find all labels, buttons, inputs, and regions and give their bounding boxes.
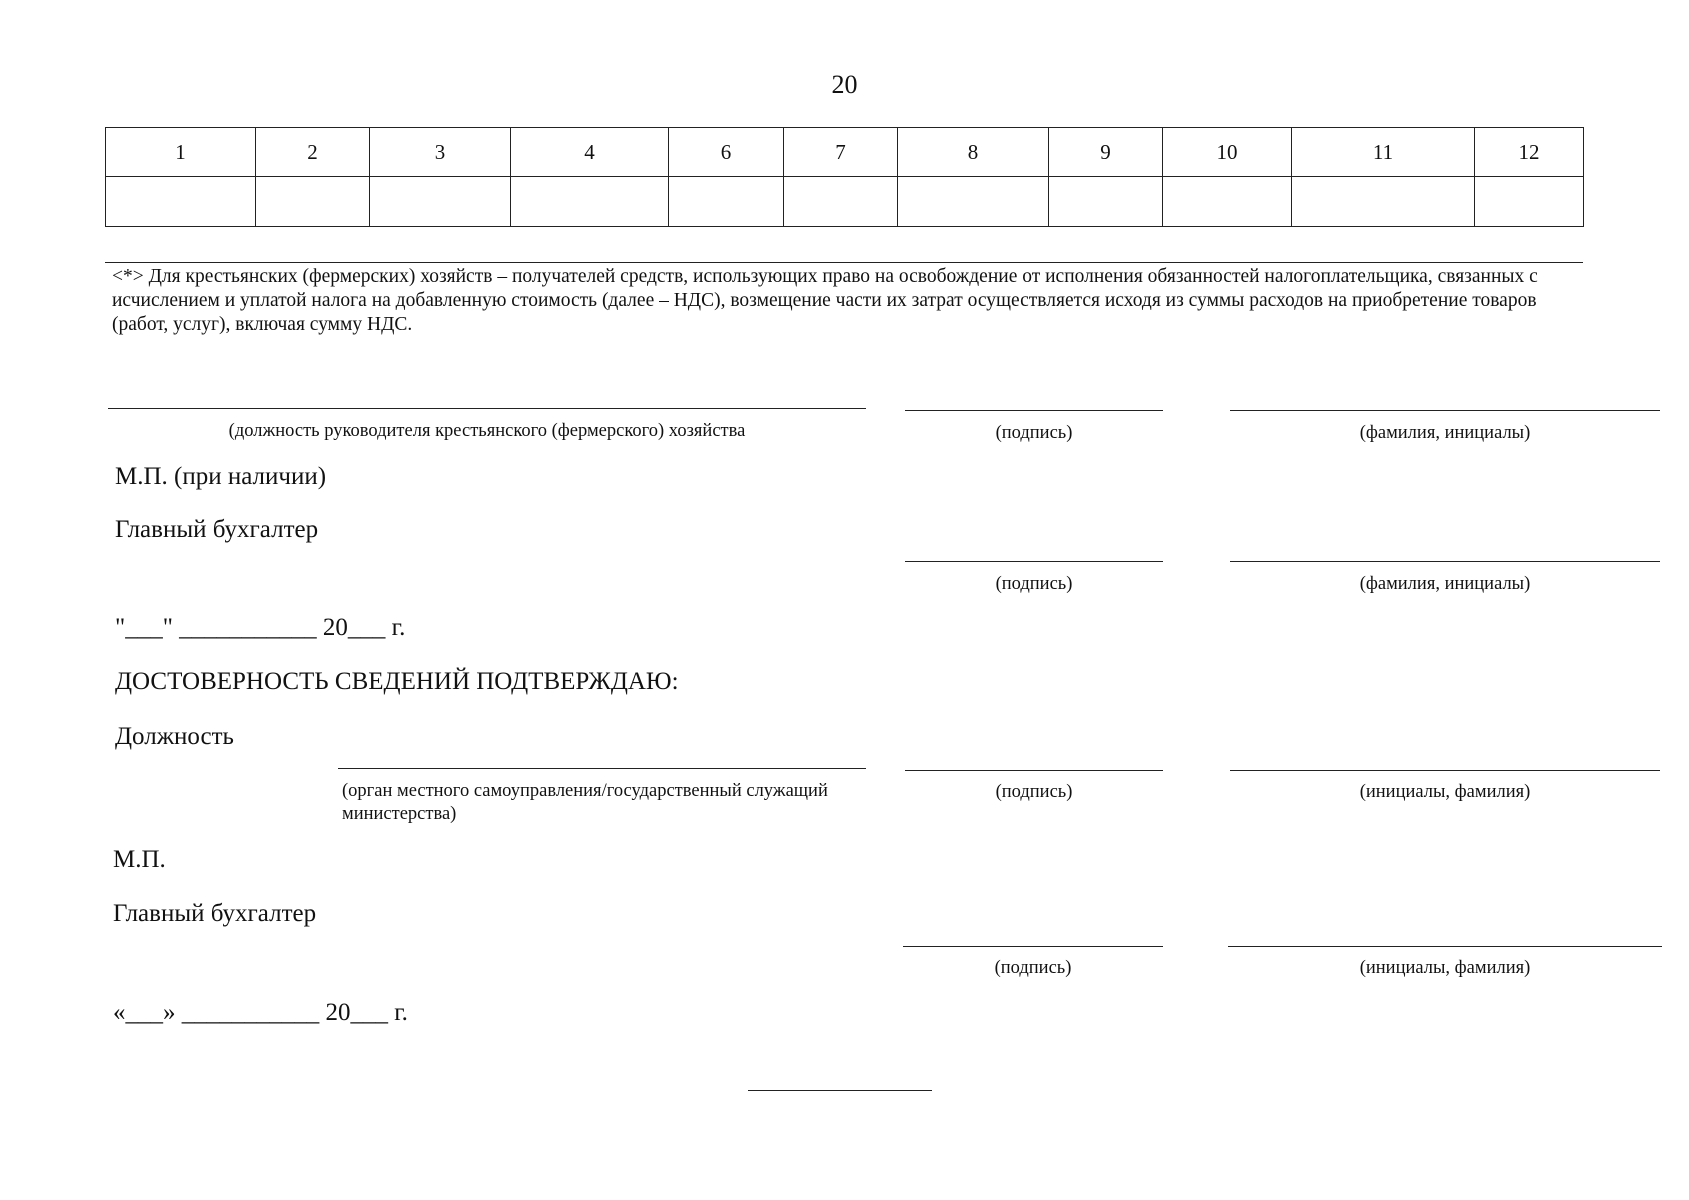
position-label: Должность [115,723,234,750]
stamp-label: М.П. (при наличии) [115,463,327,490]
column-header: 10 [1163,128,1292,177]
table-row [106,177,1584,227]
name-caption: (инициалы, фамилия) [1359,782,1531,802]
table-cell [370,177,511,227]
stamp-label: М.П. [113,846,166,873]
signature-caption: (подпись) [994,958,1072,978]
position-line [108,408,866,409]
name-caption: (инициалы, фамилия) [1359,958,1531,978]
column-header: 8 [898,128,1049,177]
signature-line [905,770,1163,771]
table-cell [669,177,784,227]
signature-line [903,946,1163,947]
column-header: 3 [370,128,511,177]
data-table [105,127,1584,227]
org-line [338,768,866,769]
signature-caption: (подпись) [995,574,1073,594]
column-header: 4 [511,128,669,177]
column-header: 11 [1292,128,1475,177]
table-header-row [106,128,1584,177]
end-divider [748,1090,932,1091]
date-line: "___" ___________ 20___ г. [115,614,406,641]
column-header: 12 [1475,128,1584,177]
table-cell [1475,177,1584,227]
table-cell [511,177,669,227]
name-line [1230,770,1660,771]
table-cell [1292,177,1475,227]
footnote-divider [105,262,1583,263]
table-cell [106,177,256,227]
date-line: «___» ___________ 20___ г. [113,999,408,1026]
name-line [1230,561,1660,562]
column-header: 2 [256,128,370,177]
table-cell [784,177,898,227]
column-header: 9 [1049,128,1163,177]
column-header: 7 [784,128,898,177]
chief-accountant-label: Главный бухгалтер [113,900,317,927]
signature-caption: (подпись) [995,782,1073,802]
signature-line [905,410,1163,411]
signature-caption: (подпись) [995,423,1073,443]
name-caption: (фамилия, инициалы) [1359,574,1531,594]
page-number: 20 [831,70,858,99]
table-cell [1163,177,1292,227]
name-line [1230,410,1660,411]
chief-accountant-label: Главный бухгалтер [115,516,319,543]
signature-line [905,561,1163,562]
table-cell [256,177,370,227]
column-header: 6 [669,128,784,177]
table-cell [898,177,1049,227]
footnote: <*> Для крестьянских (фермерских) хозяйств – получателей средств, использующих право на освобождение от исполнения обязанностей налогоплательщика, связанных с исчислением и уплатой налога на добавленную стоимость (далее – НДС), возмещение части их затрат осуществляется исходя из суммы расходов на приобретение товаров (работ, услуг), включая сумму НДС. [112,266,1538,335]
position-caption: (должность руководителя крестьянского (фермерского) хозяйства [228,421,746,441]
confirm-heading: ДОСТОВЕРНОСТЬ СВЕДЕНИЙ ПОДТВЕРЖДАЮ: [115,668,679,695]
column-header: 1 [106,128,256,177]
name-line [1228,946,1662,947]
name-caption: (фамилия, инициалы) [1359,423,1531,443]
table-cell [1049,177,1163,227]
org-caption: (орган местного самоуправления/государственный служащий министерства) [342,781,828,824]
